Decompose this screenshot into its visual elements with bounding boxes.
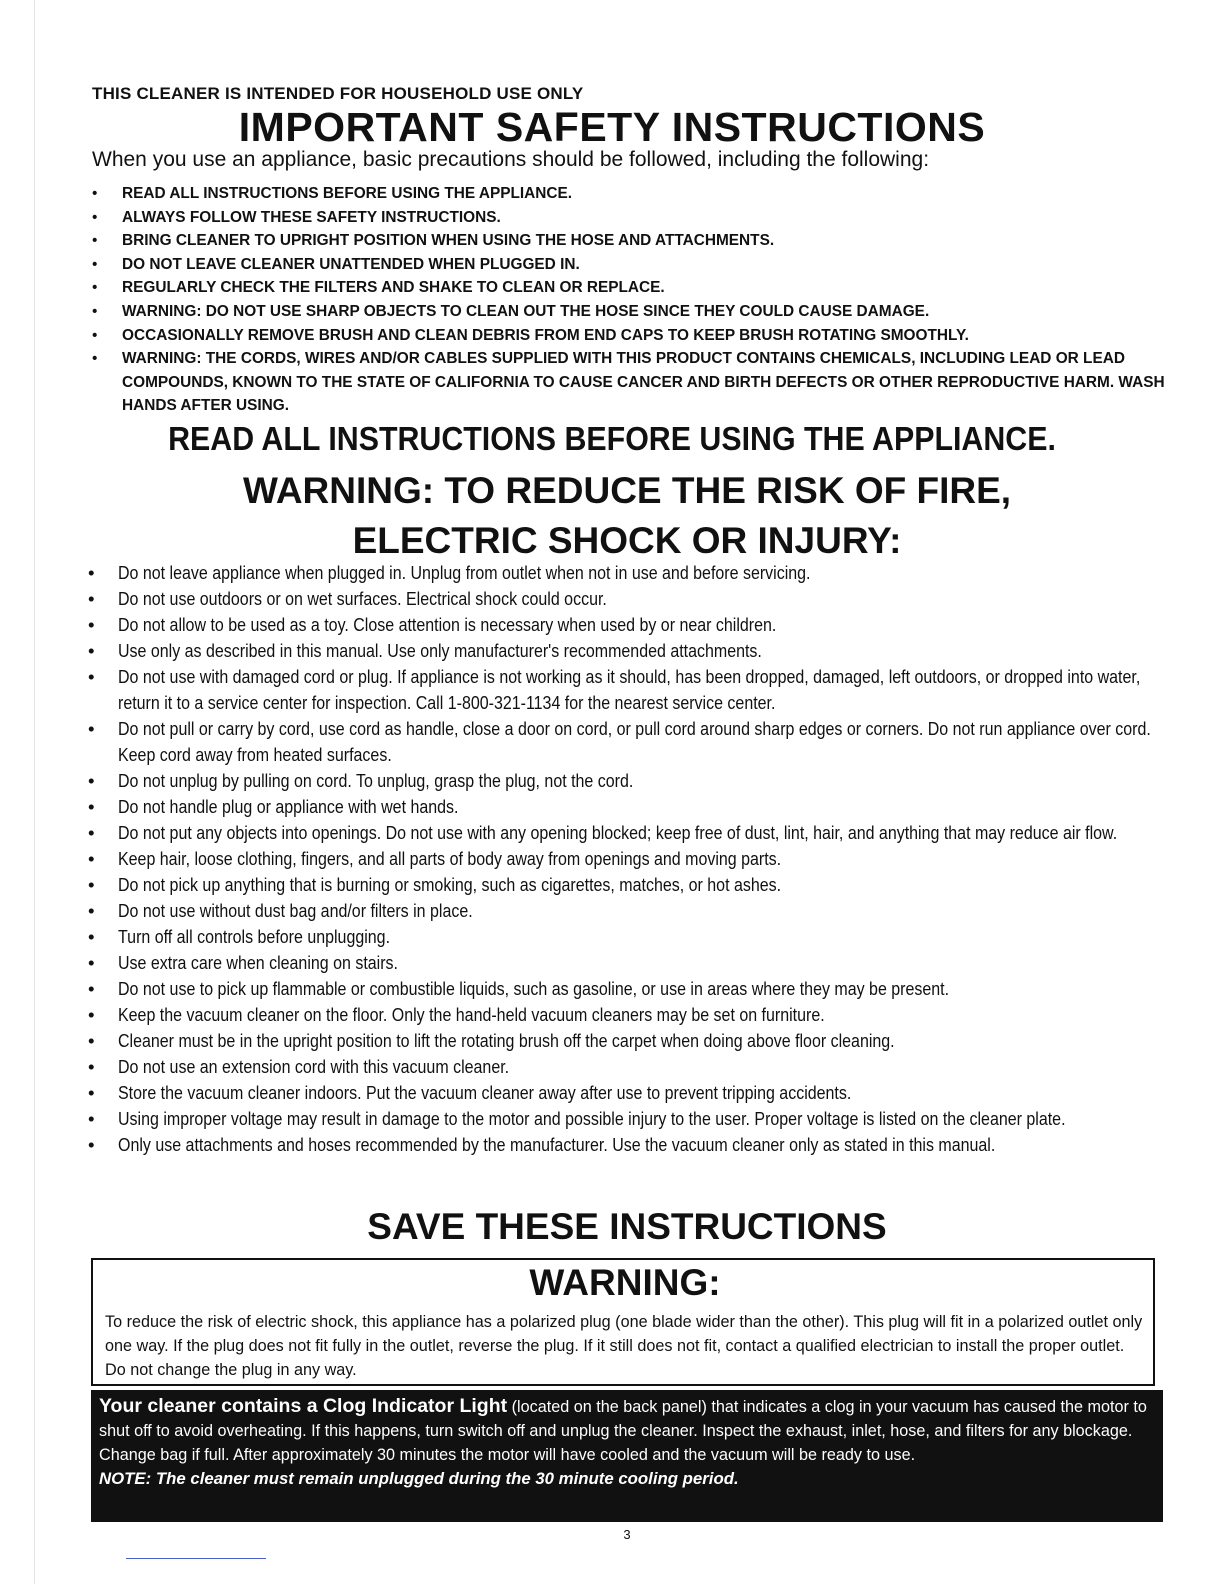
rule-text: Do not handle plug or appliance with wet hands.: [118, 796, 459, 817]
polarized-plug-warning-box: [91, 1258, 1155, 1386]
warning-heading-line1: WARNING: TO REDUCE THE RISK OF FIRE,: [242, 470, 1012, 511]
clog-indicator-lead: Your cleaner contains a Clog Indicator Light: [99, 1395, 508, 1417]
list-item: [88, 898, 1168, 924]
footer-rule: [126, 1558, 266, 1559]
list-item: [88, 924, 1168, 950]
rule-text: Store the vacuum cleaner indoors. Put the vacuum cleaner away after use to prevent tripping accidents.: [118, 1082, 852, 1103]
rule-text: Cleaner must be in the upright position to lift the rotating brush off the carpet when doing above floor cleaning.: [118, 1030, 895, 1051]
caps-safety-list: [92, 182, 1172, 418]
list-item: • DO NOT LEAVE CLEANER UNATTENDED WHEN PLUGGED IN.: [92, 253, 1172, 277]
rule-text: Do not put any objects into openings. Do not use with any opening blocked; keep free of dust, lint, hair, and anything that may reduce air flow.: [118, 822, 1118, 843]
rule-text: Do not use to pick up flammable or combustible liquids, such as gasoline, or use in areas where they may be present.: [118, 978, 950, 999]
list-item: • ALWAYS FOLLOW THESE SAFETY INSTRUCTIONS.: [92, 206, 1172, 230]
rule-text: Do not use without dust bag and/or filters in place.: [118, 900, 473, 921]
list-item: • OCCASIONALLY REMOVE BRUSH AND CLEAN DEBRIS FROM END CAPS TO KEEP BRUSH ROTATING SMOOTHLY.: [92, 324, 1172, 348]
household-use-label: THIS CLEANER IS INTENDED FOR HOUSEHOLD USE ONLY: [92, 84, 584, 103]
list-item: [88, 1080, 1168, 1106]
scan-edge-line: [34, 0, 35, 1584]
intro-text: When you use an appliance, basic precautions should be followed, including the following:: [92, 148, 930, 171]
rule-text: Do not use with damaged cord or plug. If appliance is not working as it should, has been dropped, damaged, left outdoors, or dropped into water, return it to a service center for inspection. Call 1-800-321-1134 for the nearest service center.: [118, 666, 1141, 713]
list-item: [88, 1054, 1168, 1080]
warning-heading-line2: ELECTRIC SHOCK OR INJURY:: [352, 520, 902, 561]
rule-text: Use extra care when cleaning on stairs.: [118, 952, 398, 973]
list-item: [88, 950, 1168, 976]
rule-text: Do not use outdoors or on wet surfaces. Electrical shock could occur.: [118, 588, 607, 609]
list-item: [88, 872, 1168, 898]
list-item: [88, 586, 1168, 612]
list-item: [88, 1002, 1168, 1028]
list-item: [88, 612, 1168, 638]
clog-indicator-box: [91, 1390, 1163, 1522]
rule-text: Only use attachments and hoses recommended by the manufacturer. Use the vacuum cleaner only as stated in this manual.: [118, 1134, 996, 1155]
list-item: • REGULARLY CHECK THE FILTERS AND SHAKE TO CLEAN OR REPLACE.: [92, 276, 1172, 300]
list-item: [88, 638, 1168, 664]
safety-rules-list: [88, 560, 1168, 1158]
warning-box-title: WARNING:: [529, 1262, 721, 1303]
rule-text: Turn off all controls before unplugging.: [118, 926, 391, 947]
cooling-period-note: NOTE: The cleaner must remain unplugged during the 30 minute cooling period.: [99, 1469, 739, 1488]
list-item: • READ ALL INSTRUCTIONS BEFORE USING THE APPLIANCE.: [92, 182, 1172, 206]
read-all-heading: READ ALL INSTRUCTIONS BEFORE USING THE APPLIANCE.: [168, 420, 1056, 457]
list-item: [88, 976, 1168, 1002]
rule-text: Use only as described in this manual. Use only manufacturer's recommended attachments.: [118, 640, 762, 661]
save-instructions-heading: SAVE THESE INSTRUCTIONS: [367, 1206, 887, 1247]
list-item: [88, 1028, 1168, 1054]
list-item: • WARNING: THE CORDS, WIRES AND/OR CABLES SUPPLIED WITH THIS PRODUCT CONTAINS CHEMICALS, INCLUDING LEAD OR LEAD COMPOUNDS, KNOWN TO THE STATE OF CALIFORNIA TO CAUSE CANCER AND BIRTH DEFECTS OR OTHER REPRODUCTIVE HARM. WASH HANDS AFTER USING.: [92, 347, 1172, 418]
clog-indicator-paragraph: [99, 1394, 1155, 1467]
list-item: • BRING CLEANER TO UPRIGHT POSITION WHEN USING THE HOSE AND ATTACHMENTS.: [92, 229, 1172, 253]
rule-text: Do not leave appliance when plugged in. Unplug from outlet when not in use and before servicing.: [118, 562, 811, 583]
list-item: [88, 1106, 1168, 1132]
list-item: [88, 1132, 1168, 1158]
page-number: 3: [623, 1527, 631, 1542]
warning-box-text: To reduce the risk of electric shock, this appliance has a polarized plug (one blade wider than the other). This plug will fit in a polarized outlet only one way. If the plug does not fit fully in the outlet, reverse the plug. If it still does not fit, contact a qualified electrician to install the proper outlet. Do not change the plug in any way.: [105, 1313, 1143, 1379]
rule-text: Do not allow to be used as a toy. Close attention is necessary when used by or near children.: [118, 614, 777, 635]
rule-text: Do not pick up anything that is burning or smoking, such as cigarettes, matches, or hot ashes.: [118, 874, 782, 895]
list-item: • WARNING: DO NOT USE SHARP OBJECTS TO CLEAN OUT THE HOSE SINCE THEY COULD CAUSE DAMAGE.: [92, 300, 1172, 324]
rule-text: Using improper voltage may result in damage to the motor and possible injury to the user. Proper voltage is listed on the cleaner plate.: [118, 1108, 1066, 1129]
list-item: [88, 768, 1168, 794]
page-title: IMPORTANT SAFETY INSTRUCTIONS: [238, 104, 986, 150]
list-item: [88, 846, 1168, 872]
list-item: [88, 820, 1168, 846]
list-item: [88, 664, 1168, 716]
clog-indicator-text: (located on the back panel) that indicates a clog in your vacuum has caused the motor to shut off to avoid overheating. If this happens, turn switch off and unplug the cleaner. Inspect the exhaust, inlet, hose, and filters for any blockage. Change bag if full. After approximately 30 minutes the motor will have cooled and the vacuum will be ready to use.: [99, 1398, 1147, 1464]
rule-text: Keep the vacuum cleaner on the floor. Only the hand-held vacuum cleaners may be set on furniture.: [118, 1004, 825, 1025]
list-item: [88, 716, 1168, 768]
rule-text: Keep hair, loose clothing, fingers, and all parts of body away from openings and moving parts.: [118, 848, 782, 869]
rule-text: Do not pull or carry by cord, use cord as handle, close a door on cord, or pull cord around sharp edges or corners. Do not run appliance over cord. Keep cord away from heated surfaces.: [118, 718, 1151, 765]
list-item: [88, 560, 1168, 586]
rule-text: Do not unplug by pulling on cord. To unplug, grasp the plug, not the cord.: [118, 770, 634, 791]
rule-text: Do not use an extension cord with this vacuum cleaner.: [118, 1056, 510, 1077]
list-item: [88, 794, 1168, 820]
